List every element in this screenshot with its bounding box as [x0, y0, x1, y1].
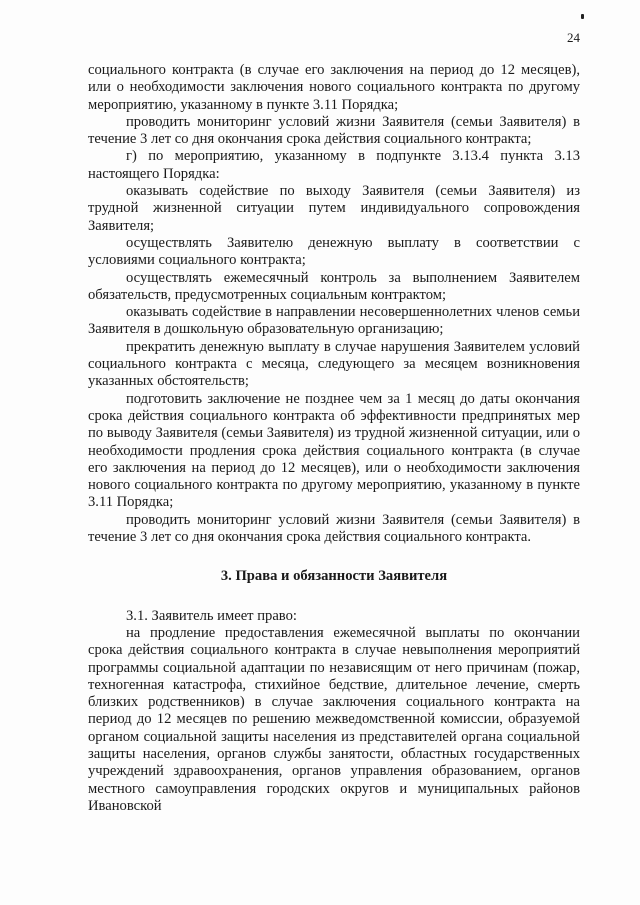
paragraph: оказывать содействие в направлении несовершеннолетних членов семьи Заявителя в дошкольную образовательную организацию;: [88, 304, 580, 338]
paragraph-continuation: социального контракта (в случае его заключения на период до 12 месяцев), или о необходимости заключения нового социального контракта по другому мероприятию, указанному в пункте 3.11 Порядка;: [88, 62, 580, 113]
page-number: 24: [567, 30, 580, 45]
paragraph: осуществлять ежемесячный контроль за выполнением Заявителем обязательств, предусмотренных социальным контрактом;: [88, 269, 580, 303]
paragraph: на продление предоставления ежемесячной выплаты по окончании срока действия социального контракта в случае невыполнения мероприятий программы социальной адаптации по независящим от него причинам (пожар, техногенная катастрофа, стихийное бедствие, длительное лечение, смерть близких родственников) в случае заключения социального контракта на период до 12 месяцев по решению межведомственной комиссии, образуемой органом социальной защиты населения из представителей органа социальной защиты населения, органов службы занятости, областных государственных учреждений здравоохранения, органов управления образованием, органов местного самоуправления городских округов и муниципальных районов Ивановской: [88, 624, 580, 814]
paragraph: оказывать содействие по выходу Заявителя (семьи Заявителя) из трудной жизненной ситуации путем индивидуального сопровождения Заявителя;: [88, 183, 580, 234]
paragraph: подготовить заключение не позднее чем за 1 месяц до даты окончания срока действия социального контракта об эффективности предпринятых мер по выводу Заявителя (семьи Заявителя) из трудной жизненной ситуации, или о необходимости продления срока действия социального контракта (в случае его заключения на период до 12 месяцев), или о необходимости заключения нового социального контракта по другому мероприятию, указанному в пункте 3.11 Порядка;: [88, 390, 580, 511]
paragraph: г) по мероприятию, указанному в подпункте 3.13.4 пункта 3.13 настоящего Порядка:: [88, 148, 580, 182]
paragraph: прекратить денежную выплату в случае нарушения Заявителем условий социального контракта с месяца, следующего за месяцем возникновения указанных обстоятельств;: [88, 338, 580, 390]
document-body: [88, 62, 580, 815]
paragraph: осуществлять Заявителю денежную выплату в соответствии с условиями социального контракта;: [88, 234, 580, 269]
paragraph: проводить мониторинг условий жизни Заявителя (семьи Заявителя) в течение 3 лет со дня окончания срока действия социального контракта;: [88, 113, 580, 148]
section-heading: 3. Права и обязанности Заявителя: [220, 568, 448, 585]
paragraph: 3.1. Заявитель имеет право:: [126, 607, 297, 624]
paragraph: проводить мониторинг условий жизни Заявителя (семьи Заявителя) в течение 3 лет со дня окончания срока действия социального контракта.: [88, 511, 580, 546]
scan-mark: [581, 14, 584, 19]
